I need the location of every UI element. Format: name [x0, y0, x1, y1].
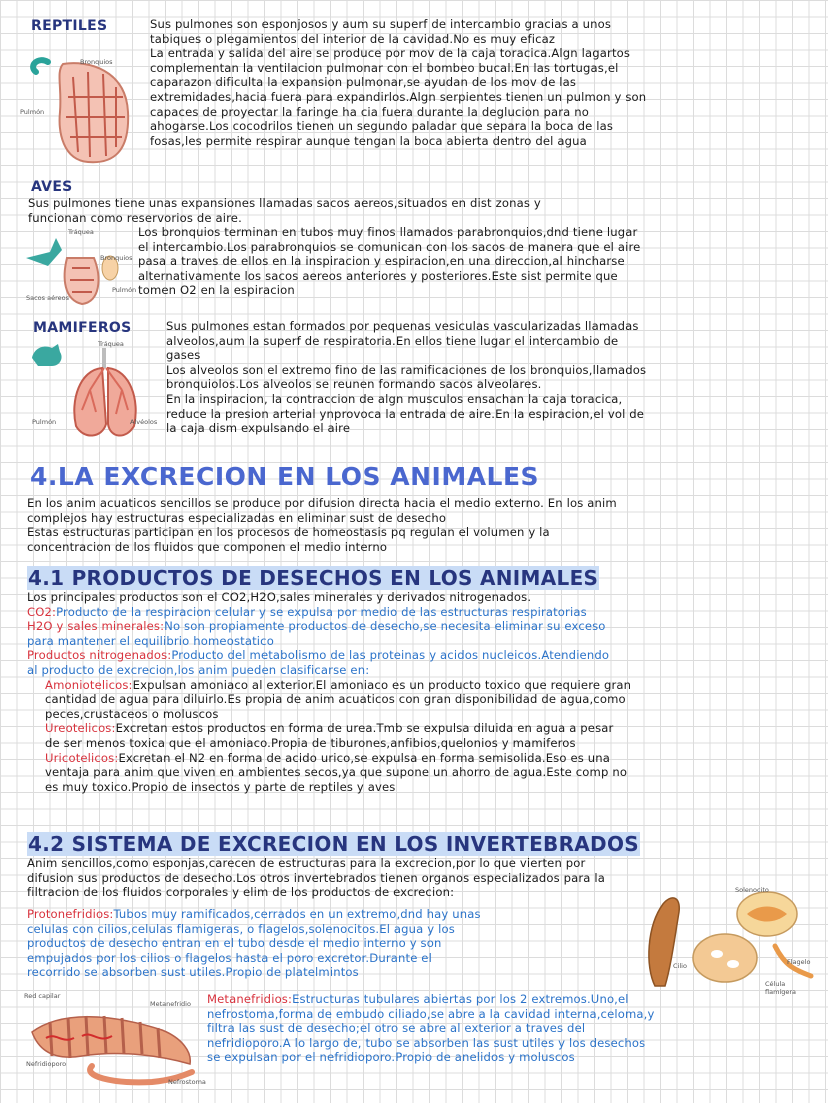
amon-line: peces,crustaceos o moluscos — [45, 706, 219, 721]
meta-line: nefrostoma,forma de embudo ciliado,se abre a la cavidad interna,celoma,y — [207, 1006, 655, 1021]
sistema-heading — [27, 832, 640, 856]
ureo-text: Excretan estos productos en forma de urea.Tmb se expulsa diluida en agua a pesar — [115, 721, 614, 736]
reptiles-line: fosas,les permite respirar aunque tengan la boca abierta dentro del agua — [150, 133, 587, 148]
amoniotelicos-item — [27, 678, 822, 693]
ureo-term: Ureotelicos: — [45, 721, 116, 736]
mamiferos-line: En la inspiracion, la contraccion de algn musculos ensachan la caja toracica, — [166, 391, 623, 406]
uricotelicos-item — [27, 751, 822, 766]
proto-line: empujados por los cilios o flagelos hasta el poro excretor.Durante el — [27, 950, 432, 965]
reptiles-line: Sus pulmones son esponjosos y aum su superf de intercambio gracias a unos — [150, 17, 612, 31]
proto-line: recorrido se absorben sust utiles.Propio de platelmintos — [27, 965, 359, 980]
label-bronquios: Bronquios — [80, 58, 113, 66]
h2o-text: No son propiamente productos de desecho,se necesita eliminar su exceso — [164, 619, 606, 634]
reptiles-text — [150, 17, 820, 148]
aves-line: pasa a traves de ellos en la inspiracion y espiracion,en una direccion,al hincharse — [138, 254, 625, 269]
urico-line: es muy toxico.Propio de insectos y parte de reptiles y aves — [45, 779, 396, 794]
label-metanefridio: Metanefridio — [150, 1000, 191, 1008]
meta-term: Metanefridios: — [207, 992, 293, 1006]
mamiferos-heading: MAMIFEROS — [33, 320, 132, 336]
mamiferos-line: Los alveolos son el extremo fino de las ramificaciones de los bronquios,llamados — [166, 362, 647, 377]
meta-line: se expulsan por el nefridioporo.Propio de anelidos y moluscos — [207, 1050, 575, 1065]
reptiles-line: tabiques o plegamientos del interior de la cavidad.No es muy eficaz — [150, 31, 556, 46]
aves-line: Los bronquios terminan en tubos muy finos llamados parabronquios,dnd tiene lugar — [138, 225, 638, 239]
reptiles-line: La entrada y salida del aire se produce por mov de la caja toracica.Algn lagartos — [150, 46, 631, 61]
nitro-text-cont: al producto de excrecion,los anim pueden clasificarse en: — [27, 662, 370, 677]
amon-term: Amoniotelicos: — [45, 677, 133, 692]
ureo-line: de ser menos toxica que el amoniaco.Propia de tiburones,anfibios,quelonios y mamiferos — [45, 735, 576, 750]
meta-line: nefridioporo.A lo largo de, tubo se absorben las sust utiles y los desechos — [207, 1035, 646, 1050]
mamiferos-text — [166, 319, 816, 436]
aves-line: Sus pulmones tiene unas expansiones llamadas sacos aereos,situados en dist zonas y — [28, 196, 541, 210]
excrecion-text — [27, 496, 822, 554]
proto-item — [27, 907, 627, 922]
sistema-title: 4.2 SISTEMA DE EXCRECION EN LOS INVERTEBRADOS — [28, 832, 639, 856]
metanefridio-illustration — [22, 992, 206, 1090]
nitro-item — [27, 648, 822, 663]
label-alveolos: Alvéolos — [130, 418, 158, 426]
mamiferos-line: reduce la presion arterial ynprovoca la entrada de aire.En la espiracion,el vol de — [166, 406, 645, 421]
sistema-line: Anim sencillos,como esponjas,carecen de estructuras para la excrecion,por lo que vierten por — [27, 856, 586, 870]
reptiles-line: complementan la ventilacion pulmonar con el bombeo bucal.En las tortugas,el — [150, 60, 619, 75]
flatworm-icon — [635, 886, 815, 992]
excrecion-heading: 4.LA EXCRECION EN LOS ANIMALES — [30, 462, 540, 491]
urico-text: Excretan el N2 en forma de acido urico,se expulsa en forma semisolida.Eso es una — [118, 750, 610, 765]
reptiles-line: extremidades,hacia fuera para expandirlos.Algn serpientes tienen un pulmon y son — [150, 89, 647, 104]
label-nefrostoma: Nefrostoma — [168, 1078, 206, 1086]
sistema-line: filtracion de los fluidos corporales y elim de los productos de excrecion: — [27, 885, 455, 900]
h2o-term: H2O y sales minerales: — [27, 619, 165, 634]
nitro-term: Productos nitrogenados: — [27, 648, 172, 663]
meta-line: filtra las sust de desecho;el otro se abre al exterior a traves del — [207, 1021, 586, 1036]
label-solenocito: Solenocito — [735, 886, 769, 894]
ureotelicos-item — [27, 721, 822, 736]
label-flagelo: Flagelo — [787, 958, 811, 966]
protonefridios-text — [27, 907, 627, 980]
proto-term: Protonefridios: — [27, 907, 114, 921]
proto-text: Tubos muy ramificados,cerrados en un extremo,dnd hay unas — [113, 907, 481, 921]
aves-line: funcionan como reservorios de aire. — [28, 210, 242, 225]
label-cilio: Cilio — [673, 962, 687, 970]
reptiles-line: ahogarse.Los cocodrilos tienen un segundo paladar que separa la boca de las — [150, 119, 614, 134]
label-sacos-aereos: Sacos aéreos — [26, 294, 69, 302]
label-pulmon: Pulmón — [112, 286, 137, 294]
aves-line: tomen O2 en la espiracion — [138, 283, 295, 298]
nitro-text: Producto del metabolismo de las proteinas y acidos nucleicos.Atendiendo — [171, 648, 610, 663]
label-celula-flamigera: Célula flamígera — [765, 980, 796, 996]
excrecion-line: En los anim acuaticos sencillos se produce por difusion directa hacia el medio externo. En los anim — [27, 496, 617, 510]
productos-title: 4.1 PRODUCTOS DE DESECHOS EN LOS ANIMALES — [28, 566, 599, 590]
mammal-lung-icon — [30, 340, 160, 444]
mamiferos-line: la caja dism expulsando el aire — [166, 421, 351, 436]
protonefridio-illustration — [635, 886, 815, 996]
urico-line: ventaja para anim que viven en ambientes secos,ya que supone un ahorro de agua.Este comp no — [45, 765, 628, 780]
amon-text: Expulsan amoniaco al exterior.El amoniaco es un producto toxico que requiere gran — [132, 677, 632, 692]
bird-lung-illustration — [22, 228, 137, 310]
mamiferos-line: bronquiolos.Los alveolos se reunen formando sacos alveolares. — [166, 377, 542, 392]
sistema-line: difusion sus productos de desecho.Los otros invertebrados tienen organos especializados para la — [27, 870, 605, 885]
label-red-capilar: Red capilar — [24, 992, 61, 1000]
mamiferos-line: alveolos,aum la superf de respiratoria.En ellos tiene lugar el intercambio de — [166, 333, 619, 348]
excrecion-line: complejos hay estructuras especializadas en eliminar sust de desecho — [27, 510, 447, 525]
aves-intro — [28, 196, 808, 225]
aves-line: alternativamente los sacos aereos anteriores y posteriores.Este sist permite que — [138, 268, 618, 283]
productos-text — [27, 590, 822, 794]
h2o-text-cont: para mantener el equilibrio homeostatico — [27, 633, 274, 648]
amon-line: cantidad de agua para diluirlo.Es propia de anim acuaticos con gran disponibilidad de agua,como — [45, 692, 626, 707]
co2-text: Producto de la respiracion celular y se expulsa por medio de las estructuras respiratorias — [56, 604, 587, 619]
label-pulmon: Pulmón — [20, 108, 45, 116]
label-pulmon: Pulmón — [32, 418, 57, 426]
h2o-item — [27, 619, 822, 634]
proto-line: celulas con cilios,celulas flamigeras, o flagelos,solenocitos.El agua y los — [27, 921, 455, 936]
label-bronquios: Bronquios — [100, 254, 133, 262]
meta-text: Estructuras tubulares abiertas por los 2 extremos.Uno,el — [292, 992, 629, 1006]
co2-item — [27, 605, 822, 620]
urico-term: Uricotelicos: — [45, 750, 119, 765]
reptiles-line: capaces de proyectar la faringe ha cia fuera durante la deglucion para no — [150, 104, 589, 119]
aves-text — [138, 225, 818, 298]
mammal-lung-illustration — [30, 340, 160, 444]
label-traquea: Tráquea — [68, 228, 94, 236]
reptile-lung-illustration — [18, 52, 143, 170]
aves-heading: AVES — [31, 179, 73, 195]
reptiles-heading: REPTILES — [31, 18, 108, 34]
aves-line: el intercambio.Los parabronquios se comunican con los sacos de manera que el aire — [138, 239, 641, 254]
mamiferos-line: Sus pulmones estan formados por pequenas vesiculas vascularizadas llamadas — [166, 319, 639, 333]
label-traquea: Tráquea — [98, 340, 124, 348]
productos-heading — [27, 566, 599, 590]
proto-line: productos de desecho entran en el tubo desde el medio interno y son — [27, 936, 442, 951]
reptiles-line: caparazon dificulta la expansion pulmonar,se ayudan de los mov de las — [150, 75, 577, 90]
meta-item — [207, 992, 822, 1007]
productos-intro: Los principales productos son el CO2,H2O,sales minerales y derivados nitrogenados. — [27, 590, 532, 604]
co2-term: CO2: — [27, 604, 57, 619]
metanefridios-text — [207, 992, 822, 1065]
excrecion-line: concentracion de los fluidos que componen el medio interno — [27, 539, 388, 554]
mamiferos-line: gases — [166, 348, 201, 363]
excrecion-line: Estas estructuras participan en los procesos de homeostasis pq regulan el volumen y la — [27, 525, 550, 540]
label-nefridioporo: Nefridioporo — [26, 1060, 67, 1068]
